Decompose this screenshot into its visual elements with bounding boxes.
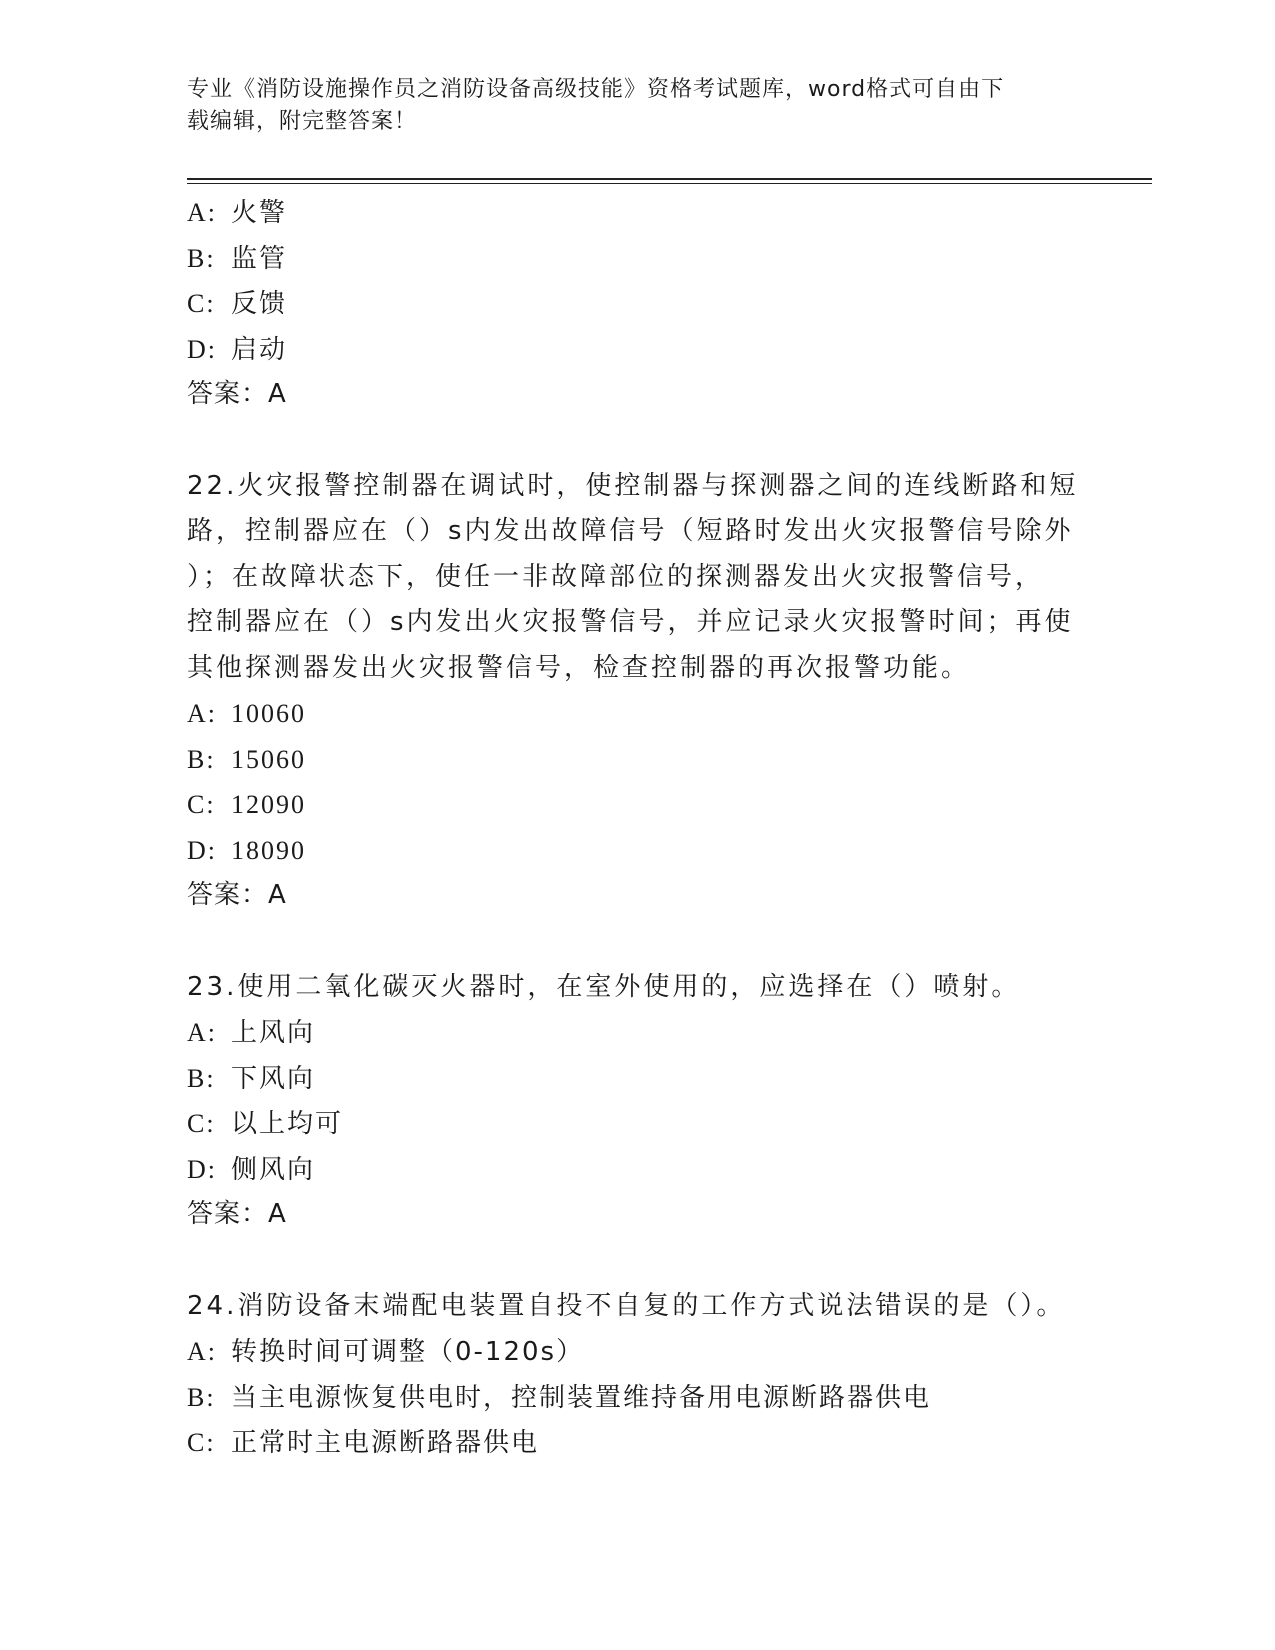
spacer (187, 418, 1087, 464)
option-letter: C: (187, 1109, 216, 1138)
option-letter: B: (187, 1063, 216, 1093)
answer: 答案：A (187, 379, 287, 409)
option-c (187, 281, 1087, 327)
question-24-block (187, 1284, 1087, 1466)
question-22-block (187, 464, 1087, 919)
option-text: 火警 (231, 198, 288, 228)
option-c (187, 1101, 1087, 1147)
option-d (187, 1147, 1087, 1193)
option-letter: D: (187, 1154, 217, 1184)
option-letter: D: (187, 835, 217, 865)
question-text-line: ）；在故障状态下，使任一非故障部位的探测器发出火灾报警信号， (187, 561, 1045, 592)
option-text: 监管 (231, 243, 288, 274)
question-text-line: 控制器应在（）s内发出火灾报警信号，并应记录火灾报警时间；再使 (187, 607, 1074, 637)
option-text: 10060 (231, 699, 306, 728)
option-b (187, 1375, 1087, 1421)
option-text: 侧风向 (231, 1154, 316, 1185)
spacer (187, 1238, 1087, 1284)
header-line-2: 载编辑，附完整答案！ (187, 109, 418, 134)
option-text: 以上均可 (231, 1109, 344, 1139)
option-text: 12090 (231, 790, 306, 819)
option-letter: B: (187, 1382, 216, 1412)
option-text: 当主电源恢复供电时，控制装置维持备用电源断路器供电 (231, 1382, 932, 1413)
option-b (187, 236, 1087, 282)
question-content (187, 190, 1087, 1466)
question-21-block (187, 190, 1087, 418)
question-text-line: 路，控制器应在（）s内发出故障信号（短路时发出火灾报警信号除外 (187, 516, 1074, 546)
document-header (187, 74, 1067, 138)
option-text: 正常时主电源断路器供电 (231, 1428, 540, 1458)
option-a (187, 190, 1087, 236)
option-letter: A: (187, 1337, 217, 1366)
option-d (187, 327, 1087, 373)
answer: 答案：A (187, 880, 287, 910)
answer: 答案：A (187, 1199, 287, 1229)
option-text: 转换时间可调整（0-120s） (231, 1337, 585, 1367)
option-a (187, 1329, 1087, 1375)
option-text: 上风向 (231, 1018, 316, 1048)
header-line-1: 专业《消防设施操作员之消防设备高级技能》资格考试题库，word格式可自由下 (187, 77, 1005, 102)
header-divider (187, 178, 1152, 184)
option-text: 启动 (231, 334, 288, 365)
option-c (187, 1420, 1087, 1466)
option-letter: C: (187, 790, 216, 819)
option-b (187, 737, 1087, 783)
option-b (187, 1056, 1087, 1102)
question-text-line: 23.使用二氧化碳灭火器时，在室外使用的，应选择在（）喷射。 (187, 971, 1021, 1002)
option-letter: C: (187, 1428, 216, 1457)
question-text-line: 24.消防设备末端配电装置自投不自复的工作方式说法错误的是（）。 (187, 1290, 1066, 1321)
option-text: 18090 (231, 835, 306, 865)
option-letter: D: (187, 334, 217, 364)
option-a (187, 691, 1087, 737)
question-23-block (187, 965, 1087, 1238)
question-text-line: 其他探测器发出火灾报警信号，检查控制器的再次报警功能。 (187, 652, 971, 683)
spacer (187, 919, 1087, 965)
question-text-line: 22.火灾报警控制器在调试时，使控制器与探测器之间的连线断路和短 (187, 470, 1079, 501)
option-letter: C: (187, 289, 216, 318)
option-d (187, 828, 1087, 874)
option-a (187, 1010, 1087, 1056)
option-text: 反馈 (231, 289, 288, 319)
option-letter: A: (187, 699, 217, 728)
option-letter: B: (187, 744, 216, 774)
option-letter: A: (187, 1018, 217, 1047)
option-text: 15060 (231, 744, 306, 774)
option-letter: A: (187, 198, 217, 227)
option-c (187, 782, 1087, 828)
option-text: 下风向 (231, 1063, 316, 1094)
option-letter: B: (187, 243, 216, 273)
